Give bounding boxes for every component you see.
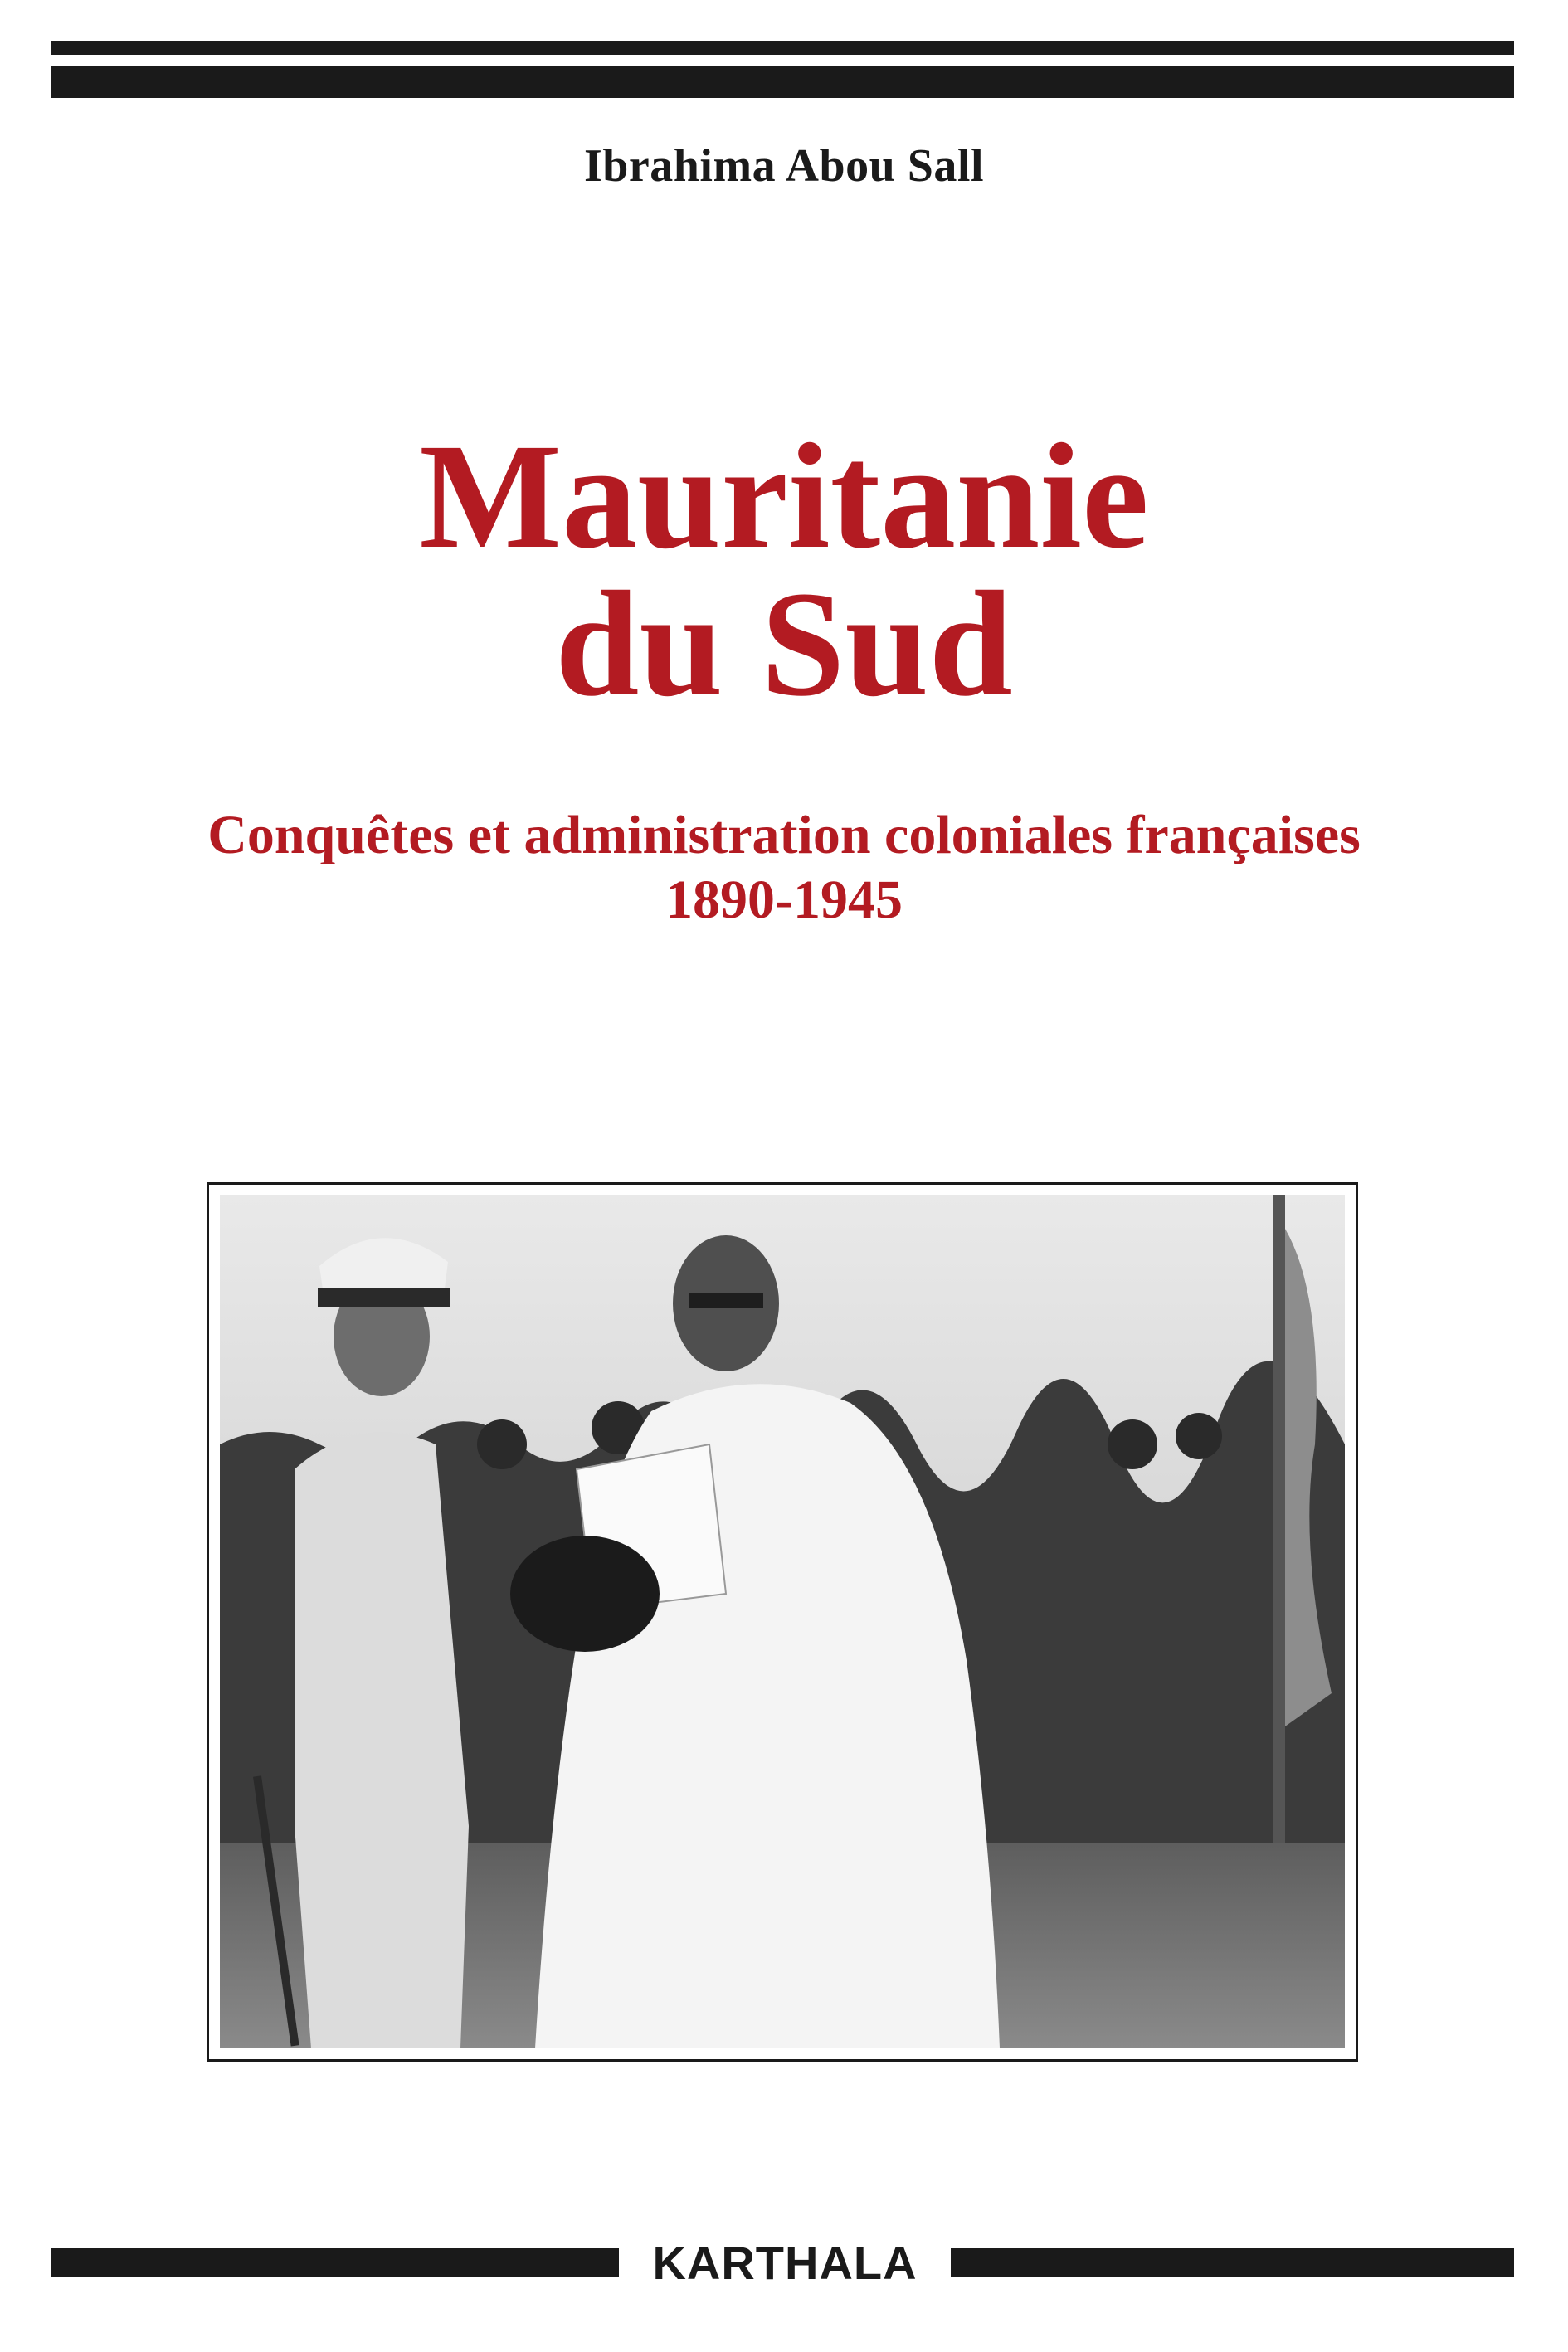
bottom-rule-left <box>51 2248 619 2277</box>
title-line-1: Mauritanie <box>419 413 1149 580</box>
top-thin-rule <box>51 41 1514 55</box>
publisher-bar <box>51 2237 1514 2289</box>
book-title <box>0 413 1568 728</box>
title-line-2: du Sud <box>555 561 1013 728</box>
subtitle-line-1: Conquêtes et administration coloniales françaises <box>207 805 1361 865</box>
book-subtitle <box>0 803 1568 933</box>
cover-photo-frame <box>207 1182 1358 2062</box>
top-thick-rule <box>51 66 1514 98</box>
bottom-rule-right <box>951 2248 1514 2277</box>
author-name: Ibrahima Abou Sall <box>583 140 985 192</box>
publisher-name: KARTHALA <box>652 2237 918 2289</box>
photo-illustration-icon <box>220 1195 1345 2048</box>
subtitle-line-2: 1890-1945 <box>665 869 903 930</box>
cover-photo <box>220 1195 1345 2048</box>
